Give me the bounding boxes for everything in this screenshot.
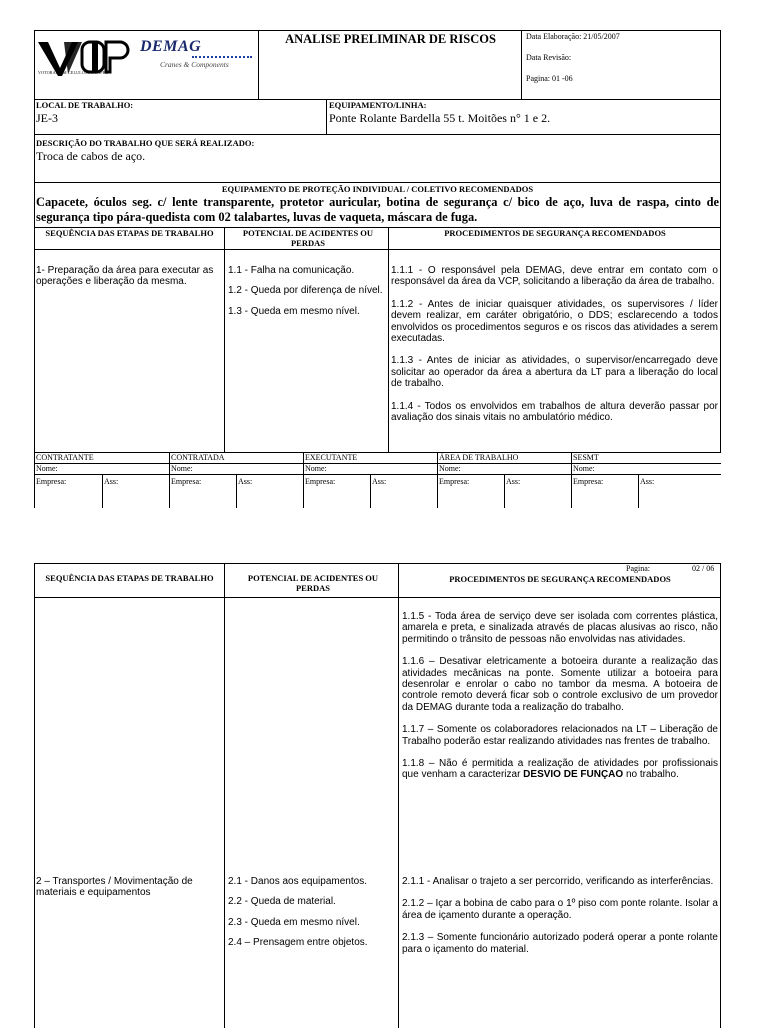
sig-empresa: Empresa: bbox=[171, 477, 202, 486]
sig-divider bbox=[169, 453, 170, 508]
step-1: 1- Preparação da área para executar as operações e liberação da mesma. bbox=[36, 265, 214, 288]
demag-subtitle: Cranes & Components bbox=[160, 60, 229, 69]
col-header-risks: POTENCIAL DE ACIDENTES OU PERDAS bbox=[242, 228, 374, 248]
col-header-procedures: PROCEDIMENTOS DE SEGURANÇA RECOMENDADOS bbox=[444, 228, 666, 238]
desc-label: DESCRIÇÃO DO TRABALHO QUE SERÁ REALIZADO: bbox=[36, 138, 255, 148]
sig-title-executante: EXECUTANTE bbox=[305, 453, 358, 462]
procedure-item-118 bbox=[402, 758, 718, 781]
col-header-procedures: PROCEDIMENTOS DE SEGURANÇA RECOMENDADOS bbox=[449, 574, 671, 584]
signature-title-row bbox=[34, 453, 721, 464]
demag-dots bbox=[192, 56, 252, 58]
date-revisao: Data Revisão: bbox=[526, 53, 572, 62]
risk-item: 1.2 - Queda por diferença de nível. bbox=[228, 285, 383, 297]
procedure-item: 2.1.1 - Analisar o trajeto a ser percorrido, verificando as interferências. bbox=[402, 876, 714, 887]
page-label: Pagina: bbox=[626, 564, 650, 573]
sig-nome: Nome: bbox=[305, 464, 327, 473]
sig-nome: Nome: bbox=[171, 464, 193, 473]
procedure-item: 1.1.2 - Antes de iniciar quaisquer atividades, os supervisores / líder devem realizar, em caráter obrigatório, o DDS; esclarecendo a todos envolvidos os procedimentos seguros e os riscos das atividades a serem executadas. bbox=[391, 298, 718, 345]
sig-ass: Ass: bbox=[506, 477, 521, 486]
epi-value: Capacete, óculos seg. c/ lente transparente, protetor auricular, botina de segurança c/ bico de aço, luva de raspa, cinto de segurança tipo pára-quedista com 02 talabartes, luvas de vaqueta, máscara de fuga. bbox=[36, 195, 719, 224]
doc-title: ANALISE PRELIMINAR DE RISCOS bbox=[285, 32, 496, 46]
procedure-item: 1.1.4 - Todos os envolvidos em trabalhos de altura deverão passar por avaliação dos sinais vitais no ambulatório médico. bbox=[391, 400, 718, 424]
col-header-risks: POTENCIAL DE ACIDENTES OU PERDAS bbox=[247, 573, 379, 593]
sig-title-sesmt: SESMT bbox=[573, 453, 599, 462]
sig-title-contratante: CONTRATANTE bbox=[36, 453, 94, 462]
procedure-item: 1.1.1 - O responsável pela DEMAG, deve entrar em contato com o responsável da área da VCP, solicitando a liberação da área de trabalho. bbox=[391, 265, 718, 288]
sig-subdivider bbox=[504, 475, 505, 508]
equip-label: EQUIPAMENTO/LINHA: bbox=[329, 100, 427, 110]
risk-item: 2.1 - Danos aos equipamentos. bbox=[228, 876, 367, 887]
sig-title-area: ÁREA DE TRABALHO bbox=[439, 453, 519, 462]
procedure-item: 2.1.2 – Içar a bobina de cabo para o 1º piso com ponte rolante. Isolar a área de içamento durante a operação. bbox=[402, 898, 718, 921]
sig-subdivider bbox=[638, 475, 639, 508]
procedure-item: 1.1.3 - Antes de iniciar as atividades, o supervisor/encarregado deve solicitar ao operador da área a abertura da LT para a liberação do local de trabalho. bbox=[391, 355, 718, 390]
sig-ass: Ass: bbox=[238, 477, 253, 486]
date-elaboracao: Data Elaboração: 21/05/2007 bbox=[526, 32, 620, 41]
procedures-1 bbox=[391, 265, 718, 434]
procedure-item: 1.1.5 - Toda área de serviço deve ser isolada com correntes plástica, amarela e preta, e sinalizada através de placas alusivas ao risco, não permitindo o trânsito de pessoas não envolvidas nas atividades. bbox=[402, 611, 718, 645]
epi-label: EQUIPAMENTO DE PROTEÇÃO INDIVIDUAL / COLETIVO RECOMENDADOS bbox=[221, 184, 534, 194]
sig-title-contratada: CONTRATADA bbox=[171, 453, 225, 462]
sig-divider bbox=[303, 453, 304, 508]
sig-divider bbox=[437, 453, 438, 508]
procedure-item: 1.1.6 – Desativar eletricamente a botoeira durante a realização das atividades mecânicas na ponte. Somente utilizar a botoeira para desenrolar e enrolar o cabo no tambor da mesma. A botoeira de controle remoto deverá ficar sob o controle exclusivo de um provedor da DEMAG durante toda a realização do trabalho. bbox=[402, 656, 718, 713]
body-col-1 bbox=[34, 598, 225, 1028]
local-value: JE-3 bbox=[36, 111, 58, 125]
signature-name-row bbox=[34, 464, 721, 475]
sig-nome: Nome: bbox=[36, 464, 58, 473]
procedure-text: 1.1.8 – Não é permitida a realização de atividades por profissionais que venham a caracterizar bbox=[402, 758, 718, 781]
equip-value: Ponte Rolante Bardella 55 t. Moitões n° 1 e 2. bbox=[329, 111, 551, 125]
sig-subdivider bbox=[236, 475, 237, 508]
page-1 bbox=[34, 30, 721, 508]
sig-ass: Ass: bbox=[372, 477, 387, 486]
step-2: 2 – Transportes / Movimentação de materiais e equipamentos bbox=[36, 876, 193, 899]
procedure-text: no trabalho. bbox=[623, 769, 679, 781]
sig-divider bbox=[571, 453, 572, 508]
sig-subdivider bbox=[370, 475, 371, 508]
sig-subdivider bbox=[102, 475, 103, 508]
page-number: 02 / 06 bbox=[692, 564, 715, 573]
procedure-item: 2.1.3 – Somente funcionário autorizado poderá operar a ponte rolante para o içamento do material. bbox=[402, 932, 718, 955]
sig-empresa: Empresa: bbox=[573, 477, 604, 486]
sig-empresa: Empresa: bbox=[439, 477, 470, 486]
col-header-steps: SEQUÊNCIA DAS ETAPAS DE TRABALHO bbox=[45, 573, 214, 583]
procedures-2 bbox=[402, 876, 718, 966]
signature-table bbox=[34, 453, 721, 508]
sig-empresa: Empresa: bbox=[305, 477, 336, 486]
page-number: Pagina: 01 -06 bbox=[526, 74, 573, 83]
risks-2 bbox=[228, 876, 396, 958]
risk-item: 2.2 - Queda de material. bbox=[228, 896, 336, 908]
risk-item: 1.3 - Queda em mesmo nível. bbox=[228, 305, 360, 317]
sig-empresa: Empresa: bbox=[36, 477, 67, 486]
risk-item: 2.4 – Prensagem entre objetos. bbox=[228, 937, 368, 949]
risk-item: 2.3 - Queda em mesmo nível. bbox=[228, 916, 360, 928]
desc-value: Troca de cabos de aço. bbox=[36, 149, 146, 163]
procedure-emphasis: DESVIO DE FUNÇAO bbox=[523, 769, 624, 781]
sig-ass: Ass: bbox=[104, 477, 119, 486]
logo-tagline: VOTORANTIM CELULOSE E PAPEL bbox=[38, 70, 108, 75]
procedure-item: 1.1.7 – Somente os colaboradores relacionados na LT – Liberação de Trabalho poderão estar realizando atividades nas frentes de trabalho. bbox=[402, 724, 718, 747]
col-header-steps: SEQUÊNCIA DAS ETAPAS DE TRABALHO bbox=[45, 228, 214, 238]
risk-item: 1.1 - Falha na comunicação. bbox=[228, 265, 355, 276]
risks-1 bbox=[228, 265, 386, 326]
demag-brand bbox=[140, 38, 255, 78]
procedures-1-cont bbox=[402, 611, 718, 792]
page-2 bbox=[34, 563, 721, 1024]
sig-nome: Nome: bbox=[439, 464, 461, 473]
body-col-2 bbox=[225, 598, 399, 1028]
local-label: LOCAL DE TRABALHO: bbox=[36, 100, 134, 110]
sig-ass: Ass: bbox=[640, 477, 655, 486]
demag-wordmark: DEMAG bbox=[140, 38, 202, 55]
sig-nome: Nome: bbox=[573, 464, 595, 473]
